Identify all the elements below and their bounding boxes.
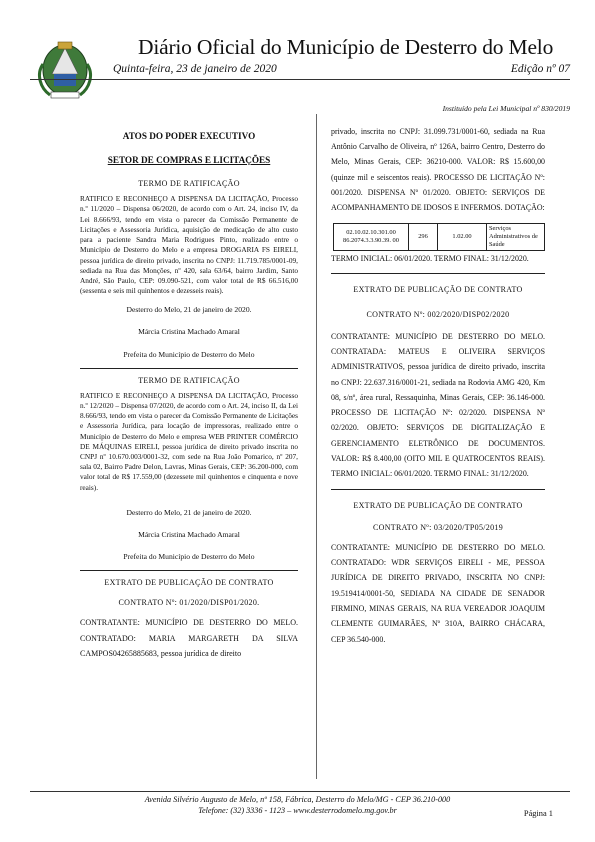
contract-extract-1-number: CONTRATO Nº: 01/2020/DISP01/2020. (118, 598, 260, 608)
contract-extract-1-continued: privado, inscrita no CNPJ: 31.099.731/0001-60, sediada na Rua Antônio Carvalho de Oliveira, nº 126A, bairro Centro, Desterro do Melo, Minas Gerais, CEP: 36210-000. VALOR: R$ 15.600,00 (quinze mil e seiscentos reais). PROCESSO DE LICITAÇÃO Nº: 001/2020. DISPENSA Nº 01/2020. OBJETO: SERVIÇOS DE ACOMPANHAMENTO DE IDOSOS E INFERMOS. DOTAÇÃO: (331, 127, 545, 213)
contract-extract-1-title: EXTRATO DE PUBLICAÇÃO DE CONTRATO (104, 578, 274, 587)
ratification-1-body: RATIFICO E RECONHEÇO A DISPENSA DA LICITAÇÃO, Processo n.º 11/2020 – Dispensa 06/2020, de acordo com o Art. 24, inciso IV, da Lei 8.666/93, tendo em vista o parecer da Comissão Permanente de Licitações e Assessoria Jurídica, aquisição de medicação de alto custo para a paciente Sandra Maria Rodrigues Pinto, realizado entre o Município de Desterro do Melo e a empresa DROGARIA FS EIRELI, pessoa jurídica de direito privado, inscrita no CNPJ: 11.719.785/0001-09, sediada na Rua das Monções, nº 420, sala 63/64, bairro Jardim, Santo André, São Paulo, CEP: 09.090-521, com valor total de R$ 66.516,00 (sessenta e seis mil quinhentos e dezesseis reais). (80, 194, 298, 296)
footer-divider (30, 791, 570, 792)
ratification-2-role: Prefeita do Município de Desterro do Melo (123, 551, 255, 561)
allocation-code: 02.10.02.10.301.00 86.2074.3.3.90.39. 00 (334, 224, 409, 251)
ratification-1-signer: Márcia Cristina Machado Amaral (138, 327, 240, 337)
ratification-1-role: Prefeita do Município de Desterro do Melo (123, 349, 255, 359)
contract-extract-2-number: CONTRATO Nº: 002/2020/DISP02/2020 (366, 309, 510, 319)
page-header (30, 30, 570, 100)
footer-address: Avenida Silvério Augusto de Melo, nº 158, Fábrica, Desterro do Melo/MG - CEP 36.210-000 (144, 795, 451, 804)
divider (80, 570, 298, 571)
ratification-2-title: TERMO DE RATIFICAÇÃO (138, 375, 240, 385)
allocation-description: Serviços Administrativos de Saúde (487, 224, 545, 251)
section-heading: ATOS DO PODER EXECUTIVO (122, 131, 256, 141)
footer-contact: Telefone: (32) 3336 - 1123 – www.desterrodomelo.mg.gov.br (198, 806, 397, 815)
edition-number: Edição nº 07 (510, 63, 570, 75)
column-divider (316, 114, 317, 779)
divider (331, 489, 545, 490)
allocation-source: 1.02.00 (438, 224, 487, 251)
contract-extract-3-number: CONTRATO Nº: 03/2020/TP05/2019 (372, 522, 503, 532)
contract-extract-2-title: EXTRATO DE PUBLICAÇÃO DE CONTRATO (353, 285, 523, 295)
divider (80, 368, 298, 369)
contract-extract-3-body: CONTRATANTE: MUNICÍPIO DE DESTERRO DO MELO. CONTRATADO: WDR SERVIÇOS EIRELI - ME, PESSOA JURÍDICA DE DIREITO PRIVADO, INSCRITA NO CNPJ: 19.519414/0001-50, SEDIADA NA CIDADE DE SENADOR FIRMINO, MINAS GERAIS, NA RUA VEREADOR JOAQUIM CLEMENTE GUIMARÃES, Nº 310A, BAIRRO CHÁCARA, CEP 36.540-000. (331, 542, 545, 644)
allocation-record: 296 (409, 224, 438, 251)
left-column (80, 124, 298, 662)
ratification-1-title: TERMO DE RATIFICAÇÃO (138, 179, 240, 189)
contract-extract-1-body: CONTRATANTE: MUNICÍPIO DE DESTERRO DO MELO. CONTRATADO: MARIA MARGARETH DA SILVA CAMPOS04265885683, pessoa jurídica de direito (80, 618, 298, 659)
municipal-coat-of-arms-icon (34, 40, 96, 102)
contract-extract-3-title: EXTRATO DE PUBLICAÇÃO DE CONTRATO (353, 500, 523, 510)
publication-date: Quinta-feira, 23 de janeiro de 2020 (113, 63, 277, 75)
contract-extract-1-term: TERMO INICIAL: 06/01/2020. TERMO FINAL: 31/12/2020. (331, 254, 529, 264)
divider (331, 273, 545, 274)
table-row (334, 224, 545, 251)
budget-allocation-table (333, 223, 545, 251)
founding-law: Instituído pela Lei Municipal nº 830/2019 (442, 104, 570, 113)
page-number: Página 1 (523, 809, 553, 818)
ratification-2-signer: Márcia Cristina Machado Amaral (138, 529, 240, 539)
ratification-2-body: RATIFICO E RECONHEÇO A DISPENSA DA LICITAÇÃO, Processo n.º 12/2020 – Dispensa 07/2020, de acordo com o Art. 24, inciso II, da Lei 8.666/93, tendo em vista o parecer da Comissão Permanente de Licitações e Assessoria Jurídica, para locação de impressoras, realizado entre o Município de Desterro do Melo e empresa WEB PRINTER COMÉRCIO DE MÁQUINAS EIRELI, pessoa jurídica de direito privado inscrita no CNPJ nº 10.670.003/0001-32, com sede na Rua João Pomarico, nº 207, sala 02, Bairro Padre Delon, Lavras, Minas Gerais, CEP: 36.200-000, com valor total de R$ 17.559,00 (dezessete mil quinhentos e cinquenta e nove reais). (80, 390, 298, 492)
subsection-heading: SETOR DE COMPRAS E LICITAÇÕES (107, 155, 271, 166)
page-title: Diário Oficial do Município de Desterro do Melo (138, 35, 554, 59)
ratification-2-place-date: Desterro do Melo, 21 de janeiro de 2020. (126, 507, 252, 517)
ratification-1-place-date: Desterro do Melo, 21 de janeiro de 2020. (126, 305, 252, 315)
header-divider (30, 79, 570, 80)
right-column (331, 124, 545, 647)
contract-extract-2-body: CONTRATANTE: MUNICÍPIO DE DESTERRO DO MELO. CONTRATADA: MATEUS E OLIVEIRA SERVIÇOS ADMINISTRATIVOS, pessoa jurídica de direito privado, inscrita no CNPJ: 22.637.316/0001-21, sediada na Rodovia AMG 420, Km 08, s/nº, área rural, Ressaquinha, Minas Gerais, CEP: 36.146-000. PROCESSO DE LICITAÇÃO Nº: 02/2020. DISPENSA Nº 02/2020. OBJETO: SERVIÇOS DE DIGITALIZAÇÃO E GERENCIAMENTO ELETRÔNICO DE DOCUMENTOS. VALOR: R$ 8.400,00 (OITO MIL E QUATROCENTOS REAIS). TERMO INICIAL: 06/01/2020. TERMO FINAL: 31/12/2020. (331, 331, 545, 479)
